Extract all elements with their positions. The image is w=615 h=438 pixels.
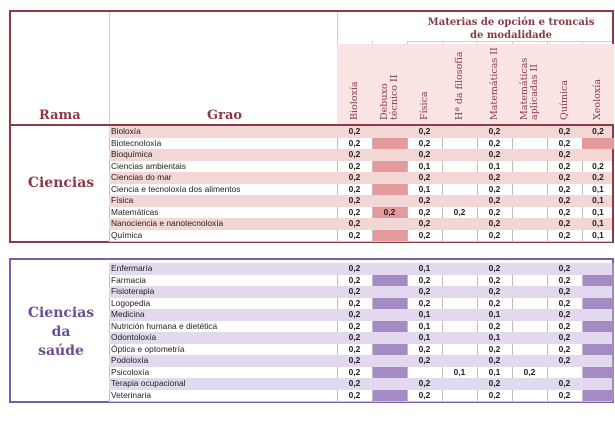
column-header <box>520 58 540 120</box>
value-cell: 0,2 <box>488 229 501 240</box>
value-cell: 0,2 <box>418 286 431 296</box>
grao-label: Farmacia <box>111 274 146 285</box>
value-cell: 0,2 <box>418 389 431 400</box>
value-cell: 0,2 <box>488 172 501 182</box>
rama-line: Ciencias <box>27 304 95 321</box>
value-cell: 0,2 <box>488 195 501 205</box>
value-cell: 0,1 <box>488 309 501 319</box>
value-cell: 0,2 <box>348 378 361 388</box>
value-cell: 0,1 <box>418 263 431 273</box>
value-cell: 0,2 <box>348 332 361 342</box>
table-row <box>11 344 612 356</box>
table-row <box>11 207 612 219</box>
value-cell: 0,2 <box>418 126 431 136</box>
grao-label: Química <box>111 229 143 240</box>
column-header-line: Hª da filosofía <box>453 51 465 120</box>
column-header-line: Matemáticas <box>518 57 530 120</box>
value-cell: 0,2 <box>558 286 571 296</box>
grao-label: Psicoloxía <box>111 366 150 377</box>
column-header-line: Xeoloxía <box>592 79 604 120</box>
rama-line: da <box>51 323 71 340</box>
group-title-line-1: Materias de opción e troncais <box>427 17 595 28</box>
table-row <box>11 263 612 275</box>
grao-label: Física <box>111 195 134 205</box>
value-cell: 0,2 <box>558 206 571 217</box>
value-cell: 0,2 <box>348 172 361 182</box>
column-header-line: Debuxo <box>378 83 390 120</box>
value-cell: 0,2 <box>488 126 501 136</box>
column-header <box>350 81 360 120</box>
value-cell: 0,2 <box>558 172 571 182</box>
table-row <box>11 184 612 196</box>
grao-label: Bioloxía <box>111 126 141 136</box>
grao-label: Fisioterapia <box>111 286 155 296</box>
column-header <box>380 75 400 120</box>
grao-label: Nanociencia e nanotecnoloxía <box>111 218 224 228</box>
grao-label: Logopedia <box>111 297 151 308</box>
column-header-cell <box>512 44 547 124</box>
value-cell: 0,1 <box>418 160 431 171</box>
ciencias-table <box>9 10 614 243</box>
value-cell: 0,2 <box>558 263 571 273</box>
value-cell: 0,2 <box>488 274 501 285</box>
value-cell: 0,2 <box>558 309 571 319</box>
table-row <box>11 230 612 242</box>
grao-label: Enfermaría <box>111 263 153 273</box>
rama-line: Ciencias <box>27 175 95 191</box>
value-cell: 0,1 <box>418 183 431 194</box>
value-cell: 0,2 <box>418 378 431 388</box>
group-title <box>407 16 615 42</box>
value-cell: 0,2 <box>488 355 501 365</box>
value-cell: 0,2 <box>348 366 361 377</box>
table-row <box>11 218 612 230</box>
value-cell: 0,1 <box>592 183 604 194</box>
column-header-cell <box>337 44 372 124</box>
column-header <box>560 80 570 120</box>
column-header-line: Matemáticas II <box>488 47 500 120</box>
grao-label: Ciencias ambientais <box>111 160 186 171</box>
column-header-cell <box>477 44 512 124</box>
value-cell: 0,2 <box>558 343 571 354</box>
value-cell: 0,2 <box>488 137 501 148</box>
grao-label: Óptica e optometría <box>111 343 185 354</box>
table-row <box>11 149 612 161</box>
value-cell: 0,2 <box>558 332 571 342</box>
value-cell: 0,2 <box>348 343 361 354</box>
value-cell: 0,1 <box>592 229 604 240</box>
grao-label: Odontoloxía <box>111 332 157 342</box>
value-cell: 0,2 <box>558 320 571 331</box>
value-cell: 0,2 <box>418 343 431 354</box>
value-cell: 0,2 <box>488 149 501 159</box>
header-divider <box>109 12 110 124</box>
value-cell: 0,2 <box>348 263 361 273</box>
value-cell: 0,2 <box>348 218 361 228</box>
value-cell: 0,2 <box>348 195 361 205</box>
value-cell: 0,1 <box>453 366 466 377</box>
value-cell: 0,2 <box>348 206 361 217</box>
grao-label: Veterinaria <box>111 389 152 400</box>
value-cell: 0,2 <box>418 172 431 182</box>
ciencias-saude-table <box>9 258 614 403</box>
value-cell: 0,1 <box>592 218 604 228</box>
value-cell: 0,2 <box>348 229 361 240</box>
grao-label: Matemáticas <box>111 206 159 217</box>
grao-label: Ciencias do mar <box>111 172 172 182</box>
grao-label: Biotecnoloxía <box>111 137 162 148</box>
grao-label: Bioquímica <box>111 149 153 159</box>
table-row <box>11 275 612 287</box>
grao-label: Podoloxía <box>111 355 149 365</box>
column-header-cell <box>547 44 582 124</box>
column-header-line: Bioloxía <box>348 81 360 120</box>
table-row <box>11 321 612 333</box>
value-cell: 0,2 <box>488 297 501 308</box>
table-row <box>11 298 612 310</box>
value-cell: 0,2 <box>488 378 501 388</box>
value-cell: 0,2 <box>348 297 361 308</box>
value-cell: 0,2 <box>348 286 361 296</box>
table-row <box>11 286 612 298</box>
value-cell: 0,2 <box>558 137 571 148</box>
value-cell: 0,1 <box>592 206 604 217</box>
rama-header: Rama <box>39 108 81 123</box>
column-header-line: técnico II <box>388 74 400 120</box>
group-title-line-2: de modalidade <box>470 30 552 41</box>
value-cell: 0,2 <box>418 274 431 285</box>
value-cell: 0,2 <box>558 218 571 228</box>
table-row <box>11 126 612 138</box>
column-header-line: Química <box>558 80 570 120</box>
value-cell: 0,2 <box>418 229 431 240</box>
value-cell: 0,2 <box>418 195 431 205</box>
column-header-cell <box>582 44 614 124</box>
grao-label: Ciencia e tecnoloxía dos alimentos <box>111 183 241 194</box>
value-cell: 0,1 <box>418 309 431 319</box>
column-header <box>490 47 500 120</box>
value-cell: 0,1 <box>488 160 501 171</box>
value-cell: 0,2 <box>488 263 501 273</box>
value-cell: 0,2 <box>348 274 361 285</box>
value-cell: 0,2 <box>488 320 501 331</box>
table-row <box>11 378 612 390</box>
value-cell: 0,2 <box>488 183 501 194</box>
table-row <box>11 355 612 367</box>
value-cell: 0,1 <box>488 366 501 377</box>
table-row <box>11 161 612 173</box>
value-cell: 0,2 <box>558 195 571 205</box>
rama-line: saúde <box>38 342 84 359</box>
table-row <box>11 367 612 379</box>
value-cell: 0,2 <box>383 206 396 217</box>
value-cell: 0,2 <box>418 297 431 308</box>
value-cell: 0,2 <box>488 343 501 354</box>
value-cell: 0,2 <box>592 160 604 171</box>
value-cell: 0,2 <box>592 126 604 136</box>
value-cell: 0,2 <box>348 137 361 148</box>
value-cell: 0,2 <box>348 355 361 365</box>
grao-label: Medicina <box>111 309 145 319</box>
grao-label: Terapia ocupacional <box>111 378 186 388</box>
value-cell: 0,2 <box>558 160 571 171</box>
value-cell: 0,1 <box>418 320 431 331</box>
value-cell: 0,2 <box>558 126 571 136</box>
value-cell: 0,2 <box>558 229 571 240</box>
value-cell: 0,2 <box>558 183 571 194</box>
value-cell: 0,1 <box>488 332 501 342</box>
value-cell: 0,2 <box>558 149 571 159</box>
table-row <box>11 138 612 150</box>
value-cell: 0,2 <box>348 126 361 136</box>
column-header-cell <box>407 44 442 124</box>
grao-header: Grao <box>207 108 243 123</box>
value-cell: 0,2 <box>488 286 501 296</box>
value-cell: 0,2 <box>558 389 571 400</box>
value-cell: 0,2 <box>453 206 466 217</box>
column-header-cell <box>372 44 407 124</box>
value-cell: 0,2 <box>558 274 571 285</box>
value-cell: 0,2 <box>523 366 536 377</box>
table-row <box>11 332 612 344</box>
value-cell: 0,2 <box>418 355 431 365</box>
value-cell: 0,2 <box>488 218 501 228</box>
value-cell: 0,2 <box>348 309 361 319</box>
value-cell: 0,1 <box>418 332 431 342</box>
table-row <box>11 195 612 207</box>
grao-label: Nutrición humana e dietética <box>111 320 218 331</box>
value-cell: 0,2 <box>418 218 431 228</box>
value-cell: 0,2 <box>348 183 361 194</box>
column-header <box>455 52 465 121</box>
column-header-line: aplicadas II <box>528 64 540 120</box>
value-cell: 0,2 <box>592 172 604 182</box>
value-cell: 0,2 <box>558 378 571 388</box>
value-cell: 0,2 <box>488 389 501 400</box>
column-header <box>420 91 430 120</box>
value-cell: 0,2 <box>558 297 571 308</box>
value-cell: 0,2 <box>418 137 431 148</box>
value-cell: 0,2 <box>558 355 571 365</box>
column-header <box>593 79 603 120</box>
table-row <box>11 172 612 184</box>
value-cell: 0,1 <box>592 195 604 205</box>
value-cell: 0,2 <box>348 389 361 400</box>
column-header-cell <box>442 44 477 124</box>
value-cell: 0,2 <box>418 149 431 159</box>
value-cell: 0,2 <box>418 206 431 217</box>
value-cell: 0,2 <box>348 320 361 331</box>
table-row <box>11 309 612 321</box>
value-cell: 0,2 <box>488 206 501 217</box>
column-header-line: Física <box>418 91 430 120</box>
value-cell: 0,2 <box>348 149 361 159</box>
value-cell: 0,2 <box>348 160 361 171</box>
table-row <box>11 390 612 402</box>
